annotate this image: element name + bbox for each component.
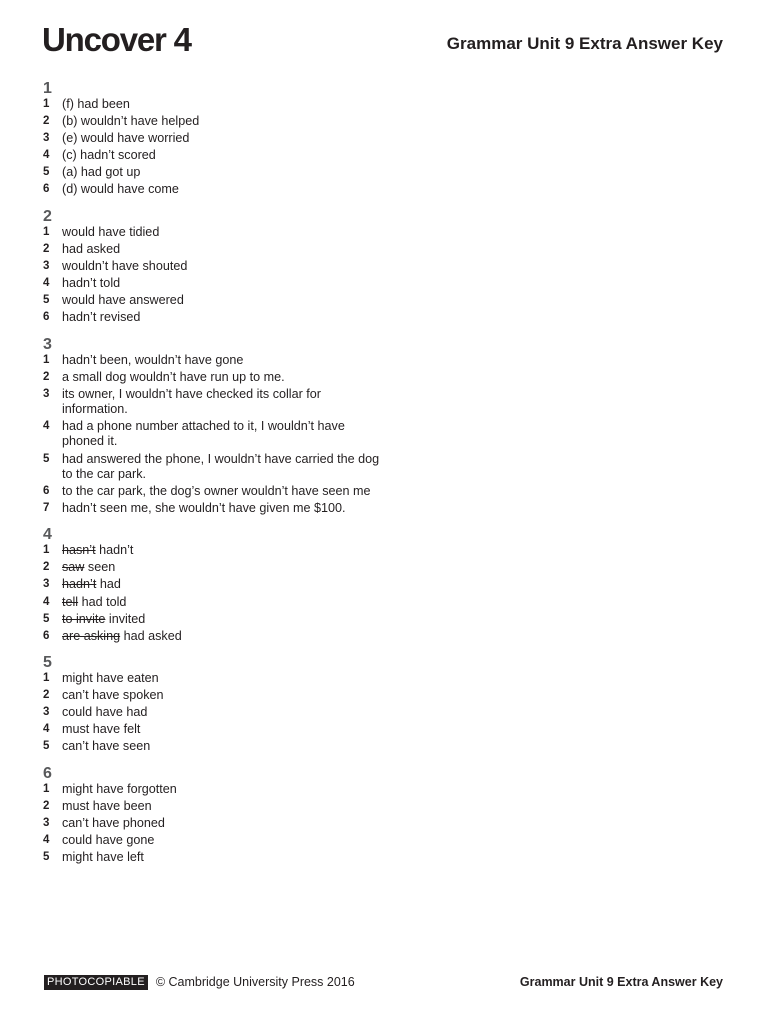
answer-text-wrap	[62, 370, 383, 385]
item-number: 3	[43, 706, 50, 719]
answer-text-wrap	[62, 97, 383, 112]
item-number: 5	[43, 851, 50, 864]
answer-item	[43, 293, 383, 308]
answer-text-wrap	[62, 671, 383, 686]
answer-item	[43, 705, 383, 720]
item-number: 7	[43, 501, 50, 514]
exercise-section	[43, 334, 383, 517]
answer-item	[43, 799, 383, 814]
answer-text-wrap	[62, 560, 383, 575]
item-number: 5	[43, 612, 50, 625]
exercise-number: 3	[43, 335, 52, 353]
answer-text-wrap	[62, 484, 383, 499]
answer-text: (c) hadn’t scored	[62, 148, 156, 163]
answer-text-wrap	[62, 452, 383, 483]
item-number: 5	[43, 452, 50, 465]
item-number: 3	[43, 816, 50, 829]
answer-text-wrap	[62, 387, 383, 418]
struck-word: tell	[62, 594, 79, 609]
answer-text-wrap	[62, 577, 383, 592]
item-number: 1	[43, 672, 50, 685]
answer-text: hadn’t	[99, 543, 134, 558]
answer-text-wrap	[62, 131, 383, 146]
item-number: 1	[43, 98, 50, 110]
photocopiable-badge: PHOTOCOPIABLE	[44, 975, 148, 990]
item-number: 2	[43, 115, 50, 128]
answer-text-wrap	[62, 739, 383, 754]
struck-word: saw	[62, 560, 85, 575]
answer-text: (e) would have worried	[62, 131, 190, 146]
answer-item	[43, 833, 383, 848]
item-number: 3	[43, 132, 50, 145]
answer-text-wrap	[62, 799, 383, 814]
answer-text-wrap	[62, 148, 383, 163]
answer-text-wrap	[62, 310, 383, 325]
item-number: 1	[43, 782, 50, 795]
answer-text: hadn’t been, wouldn’t have gone	[62, 352, 244, 367]
item-number: 2	[43, 561, 50, 574]
item-number: 2	[43, 242, 50, 255]
exercise-number: 1	[43, 80, 52, 97]
item-number: 6	[43, 629, 50, 642]
answer-text: (a) had got up	[62, 165, 141, 180]
answer-item	[43, 97, 383, 112]
answer-text-wrap	[62, 114, 383, 129]
answer-text: must have been	[62, 798, 152, 813]
struck-word: to invite	[62, 611, 106, 626]
answer-text: can’t have spoken	[62, 688, 164, 703]
struck-word: hasn’t	[62, 543, 96, 558]
copyright-text: © Cambridge University Press 2016	[155, 975, 355, 989]
item-number: 4	[43, 277, 50, 290]
exercise-number: 4	[43, 526, 52, 544]
exercise-number: 2	[43, 207, 52, 225]
answer-item	[43, 148, 383, 163]
answer-item	[43, 419, 383, 450]
item-number: 6	[43, 484, 50, 497]
item-number: 3	[43, 387, 50, 400]
answer-text: hadn’t revised	[62, 310, 141, 325]
answer-item	[43, 114, 383, 129]
item-number: 5	[43, 294, 50, 307]
answer-text: had told	[81, 594, 127, 609]
answer-text: might have left	[62, 850, 144, 865]
answer-text-wrap	[62, 353, 383, 368]
item-number: 1	[43, 225, 50, 238]
answer-text: can’t have phoned	[62, 815, 165, 830]
answer-text-wrap	[62, 833, 383, 848]
answer-text: (d) would have come	[62, 182, 179, 197]
item-number: 4	[43, 420, 50, 433]
exercise-section	[43, 652, 383, 755]
answer-text: hadn’t told	[62, 276, 121, 291]
answer-item	[43, 739, 383, 754]
answer-item	[43, 501, 383, 516]
answer-text-wrap	[62, 816, 383, 831]
struck-word: hadn’t	[62, 577, 97, 592]
item-number: 6	[43, 183, 50, 196]
item-number: 5	[43, 740, 50, 753]
answer-text: could have gone	[62, 833, 155, 847]
answer-text-wrap	[62, 276, 383, 291]
answer-item	[43, 560, 383, 575]
answer-item	[43, 577, 383, 592]
footer-title: Grammar Unit 9 Extra Answer Key	[519, 975, 723, 989]
brand-logo: Uncover 4	[42, 21, 191, 58]
answer-text-wrap	[62, 182, 383, 197]
item-number: 3	[43, 578, 50, 591]
answer-item	[43, 543, 383, 558]
answer-item	[43, 452, 383, 483]
answer-text: had a phone number attached to it, I wouldn’t have phoned it.	[62, 419, 345, 449]
answer-item	[43, 242, 383, 257]
item-number: 5	[43, 166, 50, 179]
answer-text: hadn’t seen me, she wouldn’t have given me $100.	[62, 500, 346, 515]
answer-item	[43, 353, 383, 368]
exercise-section	[43, 763, 383, 866]
answer-item	[43, 595, 383, 610]
answer-item	[43, 816, 383, 831]
answer-text-wrap	[62, 293, 383, 308]
answer-item	[43, 782, 383, 797]
item-number: 3	[43, 259, 50, 272]
item-number: 2	[43, 689, 50, 702]
struck-word: are asking	[62, 628, 121, 643]
answer-text-wrap	[62, 543, 383, 558]
answer-item	[43, 671, 383, 686]
item-number: 2	[43, 370, 50, 383]
answer-item	[43, 688, 383, 703]
answer-item	[43, 612, 383, 627]
answer-item	[43, 484, 383, 499]
exercise-section	[43, 206, 383, 326]
answer-item	[43, 225, 383, 240]
exercise-number: 5	[43, 654, 52, 672]
answer-text: might have eaten	[62, 671, 159, 686]
answer-text: a small dog wouldn’t have run up to me.	[62, 369, 285, 384]
answer-text: (f) had been	[62, 97, 130, 111]
answer-text-wrap	[62, 722, 383, 737]
answer-text: invited	[108, 611, 146, 626]
answer-text: seen	[87, 560, 116, 575]
exercise-number: 6	[43, 764, 52, 782]
answer-text-wrap	[62, 225, 383, 240]
answer-item	[43, 276, 383, 291]
answer-item	[43, 387, 383, 418]
answer-text-wrap	[62, 629, 383, 644]
item-number: 2	[43, 799, 50, 812]
answer-text-wrap	[62, 850, 383, 865]
answer-text: would have answered	[62, 293, 184, 308]
item-number: 1	[43, 544, 50, 557]
item-number: 4	[43, 723, 50, 736]
answer-text: would have tidied	[62, 224, 160, 239]
answer-text-wrap	[62, 612, 383, 627]
answer-text-wrap	[62, 782, 383, 797]
answer-text: can’t have seen	[62, 739, 151, 754]
answer-item	[43, 131, 383, 146]
item-number: 4	[43, 834, 50, 846]
answer-text: must have felt	[62, 722, 141, 737]
answer-text: might have forgotten	[62, 781, 177, 796]
exercise-section	[43, 524, 383, 644]
answer-text: had answered the phone, I wouldn’t have carried the dog to the car park.	[62, 451, 380, 481]
item-number: 1	[43, 353, 50, 366]
answer-text: its owner, I wouldn’t have checked its collar for information.	[62, 386, 321, 417]
answer-text-wrap	[62, 165, 383, 180]
answer-text: had asked	[62, 241, 121, 256]
item-number: 4	[43, 595, 50, 608]
exercise-section	[43, 78, 383, 198]
answer-item	[43, 182, 383, 197]
answer-text-wrap	[62, 259, 383, 274]
answer-item	[43, 259, 383, 274]
item-number: 6	[43, 311, 50, 324]
answer-item	[43, 722, 383, 737]
answer-text-wrap	[62, 705, 383, 720]
answer-text: (b) wouldn’t have helped	[62, 114, 200, 129]
answer-text-wrap	[62, 419, 383, 450]
answer-text-wrap	[62, 595, 383, 610]
answer-text: had	[99, 577, 121, 592]
answer-text: could have had	[62, 705, 148, 720]
answer-item	[43, 850, 383, 865]
answer-text: wouldn’t have shouted	[62, 258, 188, 273]
page-title: Grammar Unit 9 Extra Answer Key	[446, 34, 723, 53]
item-number: 4	[43, 149, 50, 162]
answer-item	[43, 310, 383, 325]
answer-text-wrap	[62, 242, 383, 257]
footer	[44, 973, 723, 991]
answer-text-wrap	[62, 688, 383, 703]
answer-key-content	[43, 78, 383, 873]
answer-item	[43, 165, 383, 180]
answer-text: had asked	[123, 628, 182, 643]
answer-item	[43, 370, 383, 385]
answer-item	[43, 629, 383, 644]
answer-text: to the car park, the dog’s owner wouldn’t have seen me	[62, 483, 371, 498]
answer-text-wrap	[62, 501, 383, 516]
